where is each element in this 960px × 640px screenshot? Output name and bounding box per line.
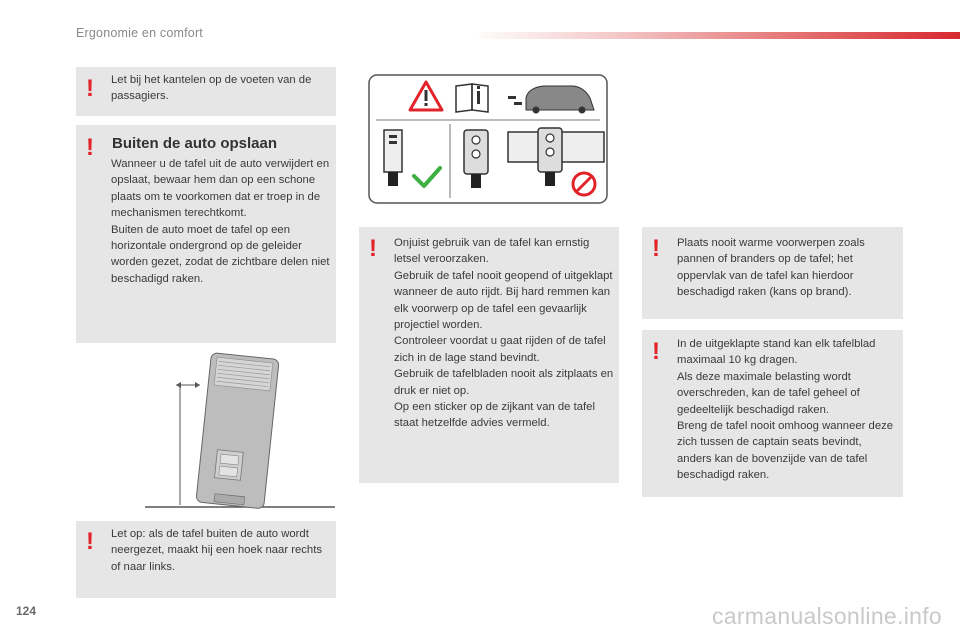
misuse-paragraph-5: Op een sticker op de zijkant van de tafel staat hetzelfde advies vermeld. — [394, 401, 595, 430]
section-heading-storage: Buiten de auto opslaan — [112, 135, 278, 152]
load-paragraph-3: Breng de tafel nooit omhoog wanneer deze zich tussen de captain seats bevindt, anders kan de bovenzijde van de tafel beschadigd raken. — [677, 420, 894, 482]
note-text-tilting: Let bij het kantelen op de voeten van de passagiers. — [111, 74, 312, 103]
exclamation-icon: ! — [652, 338, 660, 365]
warning-box-load — [642, 330, 903, 497]
hot-objects-text: Plaats nooit warme voorwerpen zoals pannen of branders op de tafel; het oppervlak van de tafel kan hierdoor beschadigd raken (kans op brand). — [677, 237, 865, 299]
warning-box-misuse — [359, 227, 619, 483]
table-tilt-illustration — [140, 345, 340, 515]
exclamation-icon: ! — [369, 235, 377, 262]
exclamation-icon: ! — [86, 134, 94, 161]
misuse-paragraph-4: Gebruik de tafelbladen nooit als zitplaats en druk er niet op. — [394, 368, 614, 397]
storage-text — [111, 156, 333, 287]
warning-box-hot-objects — [642, 227, 903, 319]
storage-paragraph-1: Wanneer u de tafel uit de auto verwijdert en opslaat, bewaar hem dan op een schone plaats om te voorkomen dat er troep in de mechanismen terechtkomt. — [111, 158, 330, 220]
load-paragraph-1: In de uitgeklapte stand kan elk tafelblad maximaal 10 kg dragen. — [677, 338, 876, 367]
misuse-text — [394, 235, 616, 432]
misuse-paragraph-3: Controleer voordat u gaat rijden of de tafel zich in de lage stand bevindt. — [394, 335, 606, 364]
header-accent-bar — [470, 32, 960, 39]
exclamation-icon: ! — [86, 528, 94, 555]
load-text — [677, 336, 899, 484]
storage-paragraph-2: Buiten de auto moet de tafel op een horizontale ondergrond op de geleider worden gezet, zodat de zichtbare delen niet beschadigd raken. — [111, 223, 330, 285]
note-box-storage — [76, 125, 336, 343]
load-paragraph-2: Als deze maximale belasting wordt overschreden, kan de tafel geheel of gedeeltelijk beschadigd raken. — [677, 370, 860, 416]
note-box-angle — [76, 521, 336, 598]
note-text-angle: Let op: als de tafel buiten de auto wordt neergezet, maakt hij een hoek naar rechts of naar links. — [111, 528, 323, 573]
note-box-tilting — [76, 67, 336, 116]
page-number: 124 — [16, 604, 37, 618]
watermark: carmanualsonline.info — [711, 603, 942, 629]
exclamation-icon: ! — [652, 235, 660, 262]
table-sticker-illustration — [368, 74, 608, 204]
misuse-paragraph-2: Gebruik de tafel nooit geopend of uitgeklapt wanneer de auto rijdt. Bij hard remmen kan elk voorwerp op de tafel een gevaarlijk projectiel worden. — [394, 269, 613, 332]
exclamation-icon: ! — [86, 75, 94, 102]
chapter-title: Ergonomie en comfort — [76, 26, 203, 40]
misuse-paragraph-1: Onjuist gebruik van de tafel kan ernstig letsel veroorzaken. — [394, 237, 590, 266]
